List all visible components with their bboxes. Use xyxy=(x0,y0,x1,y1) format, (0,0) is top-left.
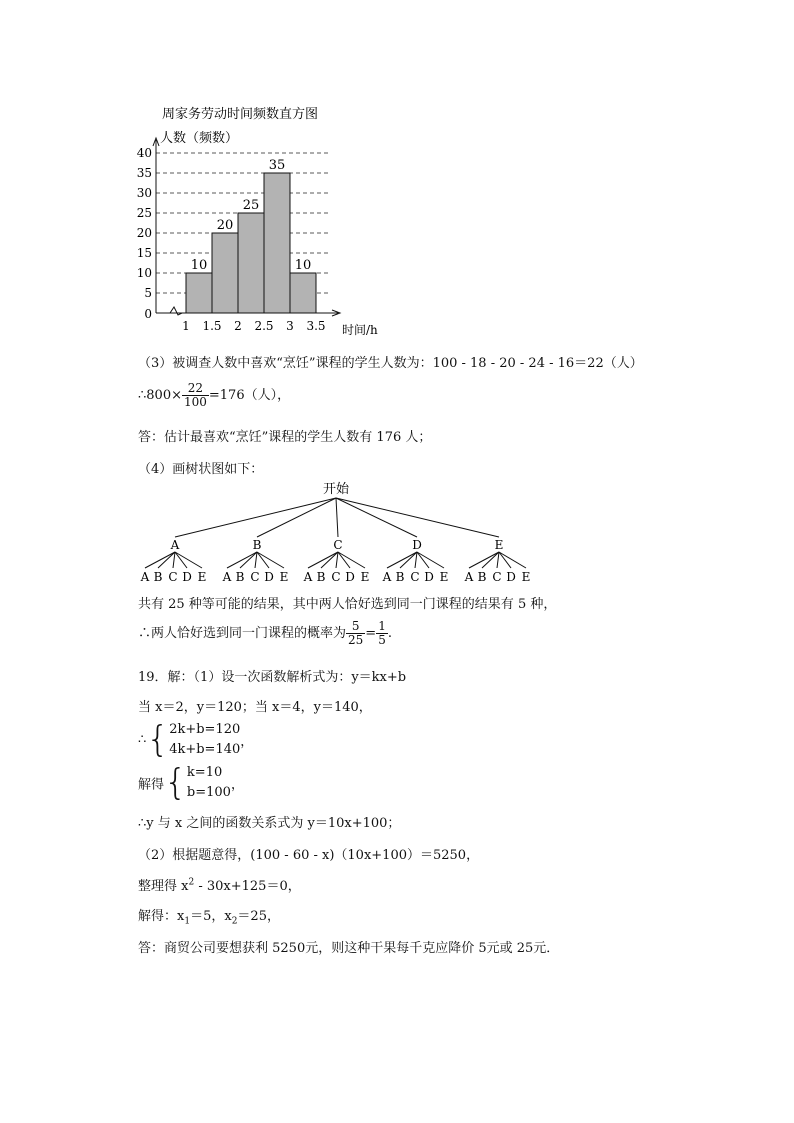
q19-line2: 当 x＝2，y＝120；当 x＝4，y＝140， xyxy=(138,700,372,715)
y-tick-label: 20 xyxy=(136,226,152,240)
y-tick-label: 35 xyxy=(136,166,152,180)
q19-sol-prefix: 解得：x xyxy=(138,909,185,924)
tree-branch-line xyxy=(415,552,417,568)
y-tick-label: 0 xyxy=(144,307,152,321)
y-tick-label: 25 xyxy=(136,206,152,220)
tree-branch-line xyxy=(175,498,336,537)
q19-system-1-comma: ， xyxy=(240,734,254,750)
q19-answer: 答：商贸公司要想获利 5250元，则这种干果每千克应降价 5元或 25元． xyxy=(138,941,560,956)
part3-line1: （3）被调查人数中喜欢“烹饪”课程的学生人数为：100 - 18 - 20 - 24 - 16＝22（人） xyxy=(138,356,643,371)
q19-solutions xyxy=(138,905,280,927)
tree-leaf-label: C xyxy=(168,570,178,584)
q19-simplify-suffix: - 30x+125＝0， xyxy=(194,879,301,894)
q19-sub-1: 1 xyxy=(184,916,191,927)
x-tick-label: 1.5 xyxy=(202,319,222,333)
tree-branch-line xyxy=(338,552,350,568)
y-tick-label: 15 xyxy=(136,246,152,260)
histogram-bar xyxy=(186,273,212,313)
bar-value-label: 10 xyxy=(190,258,208,273)
part4-fraction-1 xyxy=(346,620,365,647)
y-tick-label: 40 xyxy=(136,146,152,160)
tree-branch-line xyxy=(336,552,338,568)
tree-leaf-label: D xyxy=(345,570,355,584)
tree-leaf-label: D xyxy=(182,570,192,584)
tree-node-label: B xyxy=(252,538,262,552)
tree-branch-line xyxy=(175,552,187,568)
left-brace-icon: { xyxy=(146,719,170,760)
histogram-bar xyxy=(212,233,238,313)
part4-fraction-2-denominator: 5 xyxy=(378,633,386,647)
q19-k-value: k=10 xyxy=(186,765,223,780)
part4-period: . xyxy=(387,626,392,641)
q19-solve-label: 解得 xyxy=(138,777,165,793)
tree-branch-line xyxy=(255,552,257,568)
part3-line2-prefix: ∴800× xyxy=(138,388,182,403)
tree-leaf-label: C xyxy=(250,570,260,584)
tree-leaf-label: A xyxy=(222,570,232,584)
q19-eq-1: 2k+b=120 xyxy=(169,722,241,737)
tree-leaf-label: A xyxy=(382,570,392,584)
q19-line1: 19．解：（1）设一次函数解析式为：y＝kx+b xyxy=(138,670,407,685)
tree-node-label: E xyxy=(494,538,504,552)
tree-branch-line xyxy=(336,498,499,537)
part4-probability xyxy=(138,620,392,647)
histogram-bar xyxy=(238,213,264,313)
tree-branch-line xyxy=(336,498,338,537)
q19-relation: ∴y 与 x 之间的函数关系式为 y＝10x+100； xyxy=(138,816,401,831)
q19-sol-mid: ＝5，x xyxy=(190,909,232,924)
tree-leaf-label: B xyxy=(235,570,245,584)
x-tick-label: 2 xyxy=(234,319,242,333)
tree-branch-line xyxy=(257,552,284,568)
q19-system-2 xyxy=(138,763,244,803)
part3-fraction-numerator: 22 xyxy=(182,382,209,396)
tree-leaf-label: D xyxy=(506,570,516,584)
part3-answer: 答：估计最喜欢“烹饪”课程的学生人数有 176 人； xyxy=(138,430,432,445)
q19-b-value: b=100 xyxy=(186,785,231,800)
tree-branch-line xyxy=(499,552,526,568)
tree-leaf-label: C xyxy=(492,570,502,584)
y-tick-label: 10 xyxy=(136,266,152,280)
tree-leaf-label: B xyxy=(395,570,405,584)
tree-leaf-label: B xyxy=(477,570,487,584)
q19-part2: （2）根据题意得，(100 - 60 - x)（10x+100）＝5250， xyxy=(138,848,480,863)
tree-root-label: 开始 xyxy=(322,482,350,497)
q19-system-1-equations xyxy=(169,720,240,760)
q19-system-1 xyxy=(138,720,253,760)
bar-value-label: 10 xyxy=(294,258,312,273)
q19-sol-suffix: ＝25， xyxy=(237,909,280,924)
q19-system-2-equations xyxy=(187,763,231,803)
tree-leaf-label: E xyxy=(439,570,449,584)
tree-leaf-label: E xyxy=(279,570,289,584)
tree-leaf-label: E xyxy=(360,570,370,584)
tree-leaf-label: A xyxy=(464,570,474,584)
q19-eq-2: 4k+b=140 xyxy=(169,742,241,757)
q19-exponent: 2 xyxy=(188,877,195,888)
tree-leaf-label: E xyxy=(521,570,531,584)
tree-leaf-label: A xyxy=(140,570,150,584)
tree-branch-line xyxy=(417,552,429,568)
tree-branch-line xyxy=(417,552,444,568)
tree-diagram xyxy=(130,478,550,590)
tree-branch-line xyxy=(338,552,365,568)
tree-leaf-label: E xyxy=(197,570,207,584)
tree-leaf-label: D xyxy=(264,570,274,584)
part3-fraction-denominator: 100 xyxy=(183,395,207,409)
bar-value-label: 35 xyxy=(268,158,286,173)
part4-fraction-1-denominator: 25 xyxy=(348,633,364,647)
tree-branch-line xyxy=(173,552,175,568)
x-axis-label: 时间/h xyxy=(342,323,378,337)
y-tick-label: 5 xyxy=(144,286,152,300)
part3-fraction xyxy=(182,382,209,409)
part4-fraction-2 xyxy=(376,620,388,647)
q19-sub-2: 2 xyxy=(231,916,238,927)
part4-heading: （4）画树状图如下： xyxy=(138,462,264,477)
bar-value-label: 25 xyxy=(242,198,260,213)
histogram-chart xyxy=(130,100,400,340)
x-tick-label: 1 xyxy=(182,319,190,333)
tree-node-label: D xyxy=(412,538,422,552)
tree-leaf-label: D xyxy=(424,570,434,584)
q19-therefore: ∴ xyxy=(138,732,147,748)
q19-system-2-comma: ， xyxy=(230,777,244,793)
tree-branch-line xyxy=(175,552,202,568)
tree-leaf-label: C xyxy=(331,570,341,584)
part4-fraction-1-numerator: 5 xyxy=(346,620,365,634)
bar-value-label: 20 xyxy=(216,218,234,233)
x-tick-label: 2.5 xyxy=(254,319,274,333)
histogram-bar xyxy=(290,273,316,313)
part4-fraction-2-numerator: 1 xyxy=(378,619,386,633)
tree-node-label: A xyxy=(170,538,180,552)
part4-summary: 共有 25 种等可能的结果，其中两人恰好选到同一门课程的结果有 5 种， xyxy=(138,597,557,612)
tree-leaf-label: C xyxy=(410,570,420,584)
tree-branch-line xyxy=(336,498,417,537)
x-tick-label: 3 xyxy=(286,319,294,333)
part4-equals: = xyxy=(365,626,377,641)
left-brace-icon: { xyxy=(164,762,187,803)
tree-node-label: C xyxy=(333,538,343,552)
part3-line2-suffix: =176（人）， xyxy=(208,388,291,403)
q19-simplify-prefix: 整理得 x xyxy=(138,879,189,894)
tree-leaf-label: B xyxy=(316,570,326,584)
tree-leaf-label: A xyxy=(303,570,313,584)
histogram-bar xyxy=(264,173,290,313)
y-axis-label: 人数（频数） xyxy=(160,131,239,146)
x-tick-label: 3.5 xyxy=(306,319,326,333)
axis-break-icon xyxy=(170,307,182,315)
part4-probability-prefix: ∴两人恰好选到同一门课程的概率为 xyxy=(138,626,347,641)
y-tick-label: 30 xyxy=(136,186,152,200)
chart-title: 周家务劳动时间频数直方图 xyxy=(162,107,319,122)
tree-branch-line xyxy=(499,552,511,568)
tree-branch-line xyxy=(257,552,269,568)
tree-branch-line xyxy=(257,498,336,537)
q19-simplify xyxy=(138,875,301,894)
tree-branch-line xyxy=(497,552,499,568)
part3-line2 xyxy=(138,382,290,409)
tree-leaf-label: B xyxy=(153,570,163,584)
